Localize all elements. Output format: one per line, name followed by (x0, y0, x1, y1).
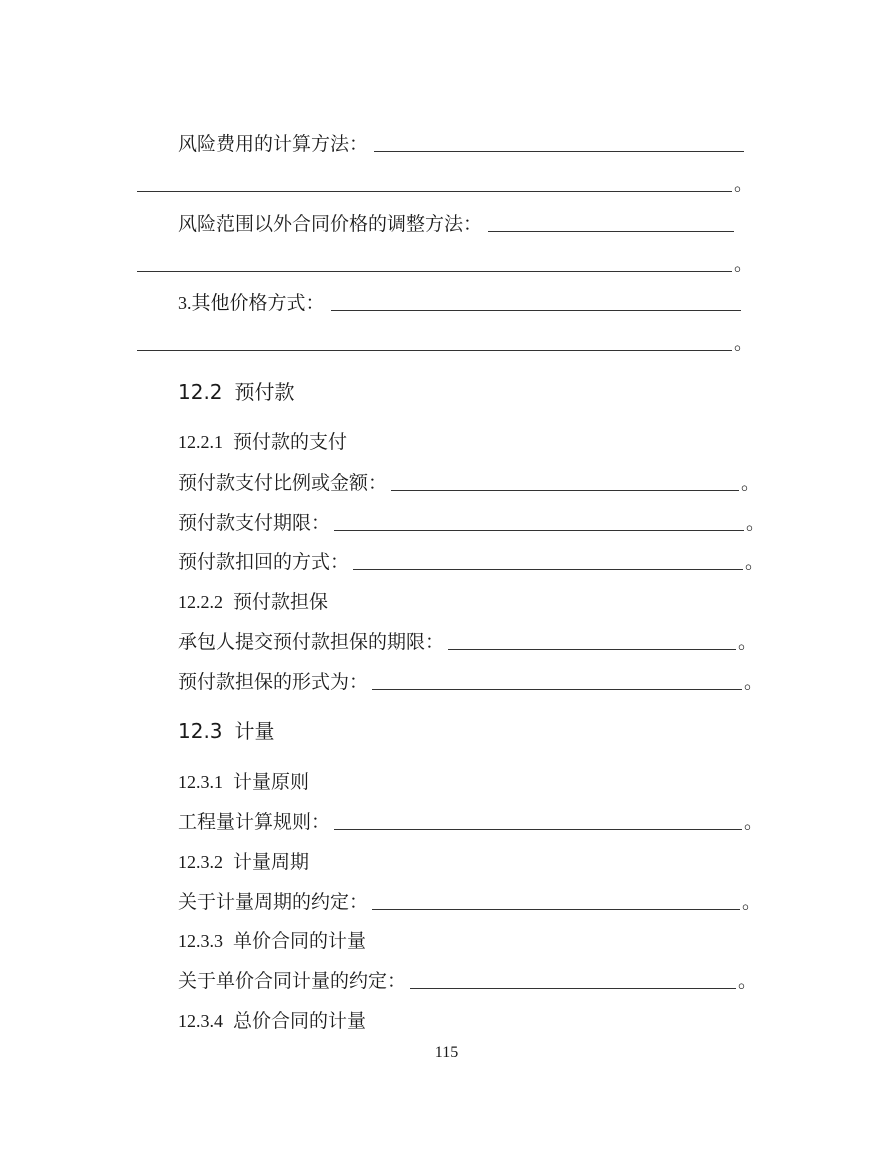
section-12-3-3-heading (178, 929, 366, 953)
section-12-2-number: 12.2 (178, 380, 223, 404)
risk-fee-method-field-cont[interactable] (137, 191, 732, 192)
period-mark: 。 (734, 332, 754, 354)
section-12-3-2-title: 计量周期 (233, 851, 310, 873)
section-12-2-heading (178, 380, 295, 404)
period-agreement-field[interactable] (372, 909, 740, 910)
section-12-2-2-title: 预付款担保 (233, 591, 329, 613)
section-12-2-1-title: 预付款的支付 (233, 431, 348, 453)
advance-deduct-line (178, 550, 764, 574)
section-12-2-1-number: 12.2.1 (178, 432, 223, 452)
page-number: 115 (434, 1044, 459, 1061)
period-agreement-label: 关于计量周期的约定： (178, 891, 369, 913)
advance-term-line (178, 511, 765, 535)
contractor-guarantee-term-label: 承包人提交预付款担保的期限： (178, 631, 445, 653)
risk-outside-adjust-label: 风险范围以外合同价格的调整方法： (178, 213, 483, 235)
other-price-line (178, 291, 741, 315)
other-price-number: 3. (178, 293, 192, 313)
risk-outside-adjust-field-cont[interactable] (137, 271, 732, 272)
section-12-2-2-number: 12.2.2 (178, 592, 223, 612)
section-12-3-2-heading (178, 850, 309, 874)
unit-price-agreement-field[interactable] (410, 988, 736, 989)
period-mark: 。 (744, 671, 764, 693)
section-12-2-title: 预付款 (234, 380, 295, 404)
period-mark: 。 (741, 472, 761, 494)
guarantee-form-field[interactable] (372, 689, 742, 690)
contractor-guarantee-term-field[interactable] (448, 649, 736, 650)
advance-ratio-line (178, 471, 760, 495)
section-12-2-1-heading (178, 430, 347, 454)
period-mark: 。 (738, 631, 758, 653)
quantity-rules-label: 工程量计算规则： (178, 811, 331, 833)
unit-price-agreement-line (178, 969, 757, 993)
advance-deduct-label: 预付款扣回的方式： (178, 551, 350, 573)
period-mark: 。 (744, 811, 764, 833)
risk-fee-method-line (178, 132, 744, 156)
risk-fee-method-field[interactable] (374, 151, 744, 152)
guarantee-form-label: 预付款担保的形式为： (178, 671, 369, 693)
section-12-2-2-heading (178, 590, 328, 614)
risk-fee-method-label: 风险费用的计算方法： (178, 133, 369, 155)
period-mark: 。 (746, 512, 766, 534)
advance-term-label: 预付款支付期限： (178, 512, 331, 534)
period-mark: 。 (745, 551, 765, 573)
section-12-3-3-title: 单价合同的计量 (233, 930, 367, 952)
unit-price-agreement-label: 关于单价合同计量的约定： (178, 970, 407, 992)
section-12-3-2-number: 12.3.2 (178, 852, 223, 872)
section-12-3-3-number: 12.3.3 (178, 931, 223, 951)
period-mark: 。 (734, 253, 754, 275)
advance-deduct-field[interactable] (353, 569, 743, 570)
section-12-3-1-title: 计量原则 (233, 771, 310, 793)
risk-outside-adjust-field[interactable] (488, 231, 734, 232)
contractor-guarantee-term-line (178, 630, 757, 654)
section-12-3-title: 计量 (234, 719, 275, 743)
other-price-continuation (137, 331, 753, 355)
period-mark: 。 (738, 970, 758, 992)
other-price-label: 其他价格方式： (191, 292, 325, 314)
guarantee-form-line (178, 670, 763, 694)
risk-outside-adjust-continuation (137, 252, 753, 276)
section-12-3-4-heading (178, 1009, 366, 1033)
advance-ratio-label: 预付款支付比例或金额： (178, 472, 388, 494)
period-mark: 。 (734, 173, 754, 195)
advance-ratio-field[interactable] (391, 490, 739, 491)
other-price-field[interactable] (331, 310, 741, 311)
advance-term-field[interactable] (334, 530, 744, 531)
section-12-3-1-heading (178, 770, 309, 794)
section-12-3-4-title: 总价合同的计量 (233, 1010, 367, 1032)
section-12-3-heading (178, 719, 275, 743)
risk-fee-method-continuation (137, 172, 753, 196)
section-12-3-number: 12.3 (178, 719, 223, 743)
quantity-rules-field[interactable] (334, 829, 742, 830)
period-mark: 。 (742, 891, 762, 913)
period-agreement-line (178, 890, 761, 914)
other-price-field-cont[interactable] (137, 350, 732, 351)
risk-outside-adjust-line (178, 212, 734, 236)
section-12-3-4-number: 12.3.4 (178, 1011, 223, 1031)
section-12-3-1-number: 12.3.1 (178, 772, 223, 792)
quantity-rules-line (178, 810, 763, 834)
